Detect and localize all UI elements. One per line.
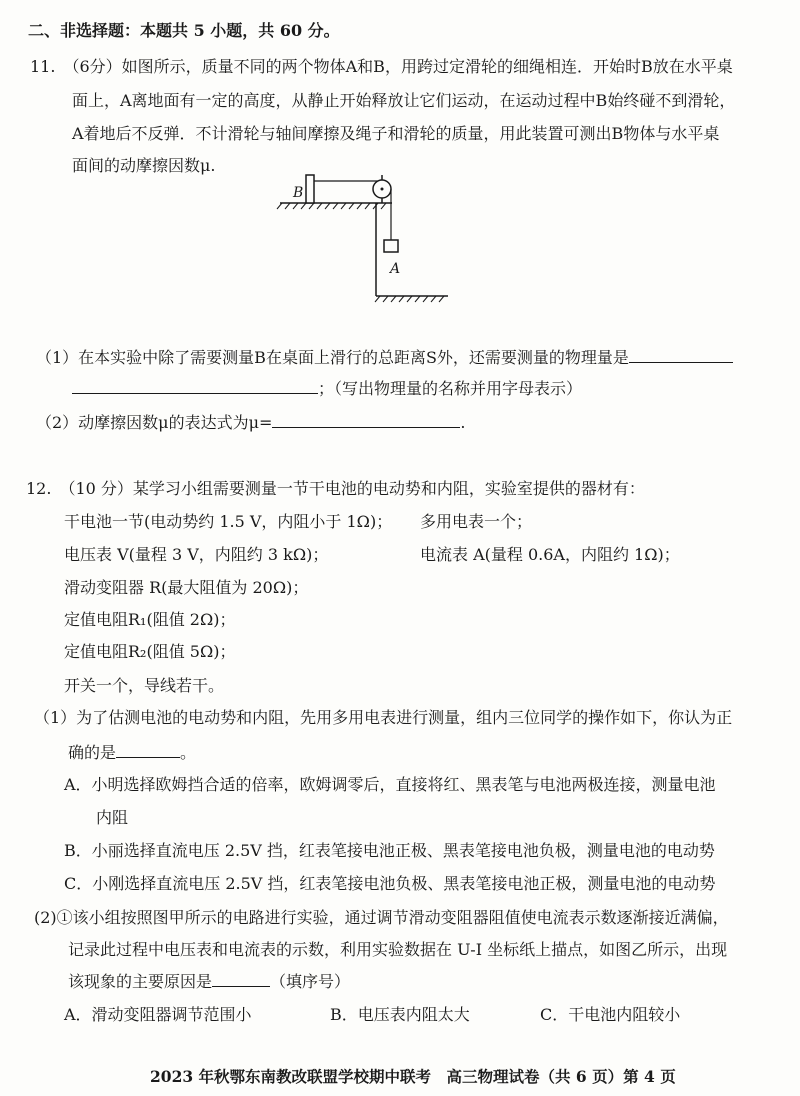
q11-sub2-end: . <box>460 413 466 432</box>
q12-intro: 12. （10 分）某学习小组需要测量一节干电池的电动势和内阻，实验室提供的器材有： <box>26 479 645 498</box>
q12-choice-c: C．干电池内阻较小 <box>540 1005 681 1024</box>
q12-r2: 定值电阻R₂(阻值 5Ω)； <box>64 642 236 661</box>
q12-p2-text: 该现象的主要原因是 <box>68 972 213 991</box>
block-b <box>306 175 314 203</box>
q12-p2-blank[interactable] <box>212 970 270 987</box>
q12-p1-blank[interactable] <box>116 741 180 758</box>
q11-sub2-line <box>36 411 465 434</box>
ground-hatching <box>375 296 444 302</box>
q12-r1: 定值电阻R₁(阻值 2Ω)； <box>64 610 236 629</box>
q12-p1-line-2 <box>68 741 196 764</box>
q12-p1-end: 。 <box>180 743 197 762</box>
q12-option-c: C．小刚选择直流电压 2.5V 挡，红表笔接电池负极、黑表笔接电池正极，测量电池的电动势 <box>64 874 716 893</box>
q12-p2-line-3 <box>68 970 350 993</box>
q11-sub1-line-2 <box>72 377 582 400</box>
q12-voltmeter: 电压表 V(量程 3 V，内阻约 3 kΩ)； <box>64 545 329 564</box>
q11-sub2-blank[interactable] <box>272 411 460 428</box>
label-a: A <box>390 261 401 277</box>
q12-p2-hint: （填序号） <box>270 972 351 991</box>
q12-option-a-line-2: 内阻 <box>96 808 129 827</box>
q11-line-4: 面间的动摩擦因数μ. <box>72 156 216 175</box>
q11-sub1-line-1 <box>36 346 733 369</box>
q12-choice-a: A．滑动变阻器调节范围小 <box>64 1005 252 1024</box>
q12-option-a-line-1: A．小明选择欧姆挡合适的倍率，欧姆调零后，直接将红、黑表笔与电池两极连接，测量电池 <box>64 775 716 794</box>
page-footer: 2023 年秋鄂东南教改联盟学校期中联考 高三物理试卷（共 6 页）第 4 页 <box>150 1067 676 1086</box>
q11-sub1-text: （1）在本实验中除了需要测量B在桌面上滑行的总距离S外，还需要测量的物理量是 <box>36 348 629 367</box>
q12-switch: 开关一个，导线若干。 <box>64 676 225 695</box>
q11-line-3: A着地后不反弹．不计滑轮与轴间摩擦及绳子和滑轮的质量，用此装置可测出B物体与水平桌 <box>72 124 720 143</box>
pulley-diagram <box>270 165 460 310</box>
q12-battery: 干电池一节(电动势约 1.5 V，内阻小于 1Ω)； <box>64 512 393 531</box>
q12-multimeter: 多用电表一个； <box>420 512 533 531</box>
pulley-axle <box>381 188 384 191</box>
q11-sub1-hint: ；（写出物理量的名称并用字母表示） <box>318 379 583 398</box>
q12-rheostat: 滑动变阻器 R(最大阻值为 20Ω)； <box>64 578 309 597</box>
q11-sub1-blank-2[interactable] <box>72 377 318 394</box>
q12-p1-text: 确的是 <box>68 743 117 762</box>
q12-p2-line-2: 记录此过程中电压表和电流表的示数，利用实验数据在 U-I 坐标纸上描点，如图乙所示，出现 <box>68 940 728 959</box>
q11-line-1: 11. （6分）如图所示，质量不同的两个物体A和B，用跨过定滑轮的细绳相连．开始时B放在水平桌 <box>30 57 733 76</box>
q12-choice-b: B．电压表内阻太大 <box>330 1005 470 1024</box>
section-header: 二、非选择题：本题共 5 小题，共 60 分。 <box>28 21 340 40</box>
q11-line-2: 面上，A离地面有一定的高度，从静止开始释放让它们运动，在运动过程中B始终碰不到滑轮， <box>72 91 736 110</box>
q11-sub2-text: （2）动摩擦因数μ的表达式为μ= <box>36 413 273 432</box>
q12-option-b: B．小丽选择直流电压 2.5V 挡，红表笔接电池正极、黑表笔接电池负极，测量电池的电动势 <box>64 841 715 860</box>
table-hatching <box>277 203 386 209</box>
q11-sub1-blank-1[interactable] <box>629 346 733 363</box>
label-b: B <box>293 185 304 201</box>
q12-ammeter: 电流表 A(量程 0.6A，内阻约 1Ω)； <box>420 545 680 564</box>
q12-p2-line-1: (2)①该小组按照图甲所示的电路进行实验，通过调节滑动变阻器阻值使电流表示数逐渐接近满偏， <box>34 908 729 927</box>
q12-p1-line-1: （1）为了估测电池的电动势和内阻，先用多用电表进行测量，组内三位同学的操作如下，你认为正 <box>34 708 733 727</box>
block-a <box>384 240 398 252</box>
